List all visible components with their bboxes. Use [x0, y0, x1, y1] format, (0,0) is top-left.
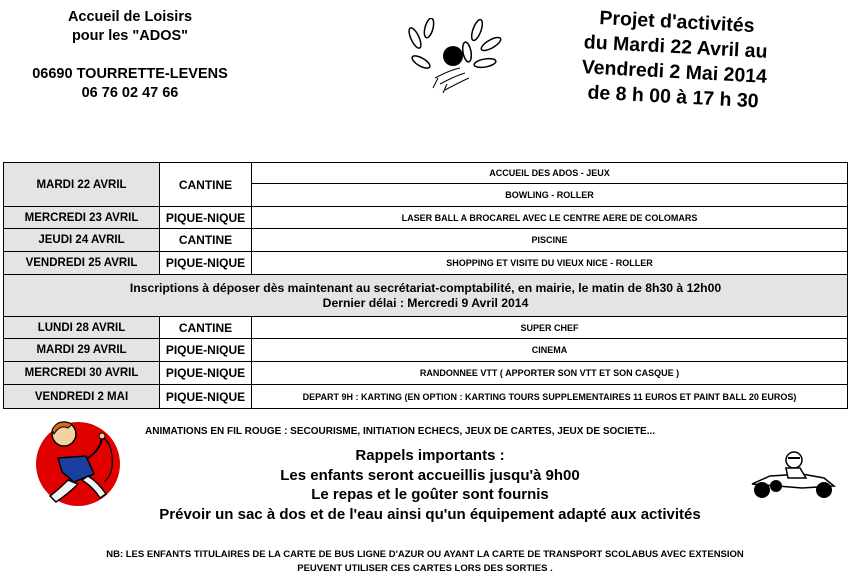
- schedule-table: [3, 162, 848, 409]
- activity-cell: CINEMA: [252, 339, 848, 362]
- meal-cell: CANTINE: [160, 163, 252, 207]
- notice-row: [4, 275, 848, 317]
- day-cell: VENDREDI 25 AVRIL: [4, 252, 160, 275]
- table-row: [4, 385, 848, 409]
- project-line-3: Vendredi 2 Mai 2014: [581, 56, 768, 88]
- phone: 06 76 02 47 66: [81, 85, 179, 101]
- activity-cell: SUPER CHEF: [252, 317, 848, 339]
- reminders-block: [150, 446, 710, 524]
- reminder-line-1: Les enfants seront accueillis jusqu'à 9h00: [280, 466, 580, 484]
- org-line-1: Accueil de Loisirs: [67, 9, 193, 25]
- org-line-2: pour les "ADOS": [71, 28, 189, 44]
- activity-cell: SHOPPING ET VISITE DU VIEUX NICE - ROLLER: [252, 252, 848, 275]
- activity-cell: LASER BALL A BROCAREL AVEC LE CENTRE AERE DE COLOMARS: [252, 207, 848, 229]
- day-cell: MARDI 29 AVRIL: [4, 339, 160, 362]
- day-cell: VENDREDI 2 MAI: [4, 385, 160, 409]
- meal-cell: PIQUE-NIQUE: [160, 207, 252, 229]
- animations-line: ANIMATIONS EN FIL ROUGE : SECOURISME, INITIATION ECHECS, JEUX DE CARTES, JEUX DE SOCIETE...: [145, 426, 656, 437]
- activity-cell: PISCINE: [252, 229, 848, 252]
- meal-cell: PIQUE-NIQUE: [160, 252, 252, 275]
- project-line-4: de 8 h 00 à 17 h 30: [586, 81, 760, 113]
- project-line-2: du Mardi 22 Avril au: [583, 31, 769, 63]
- nb-line-2: PEUVENT UTILISER CES CARTES LORS DES SORTIES .: [297, 563, 553, 574]
- table-row: [4, 339, 848, 362]
- nb-note: [20, 548, 830, 576]
- activity-cell: BOWLING - ROLLER: [252, 184, 848, 207]
- reminders-title: Rappels importants :: [355, 447, 505, 464]
- day-cell: LUNDI 28 AVRIL: [4, 317, 160, 339]
- activity-cell: DEPART 9H : KARTING (EN OPTION : KARTING TOURS SUPPLEMENTAIRES 11 EUROS ET PAINT BALL 20 EUROS): [252, 385, 848, 409]
- meal-cell: CANTINE: [160, 229, 252, 252]
- notice-line-2: Dernier délai : Mercredi 9 Avril 2014: [322, 295, 529, 310]
- bowling-illustration: [405, 18, 505, 98]
- day-cell: MERCREDI 23 AVRIL: [4, 207, 160, 229]
- activity-cell: ACCUEIL DES ADOS - JEUX: [252, 163, 848, 184]
- kart-illustration: [742, 446, 842, 502]
- project-line-1: Projet d'activités: [598, 7, 756, 38]
- table-row: [4, 252, 848, 275]
- person-illustration: [28, 412, 128, 512]
- activity-cell: RANDONNEE VTT ( APPORTER SON VTT ET SON CASQUE ): [252, 362, 848, 385]
- meal-cell: PIQUE-NIQUE: [160, 339, 252, 362]
- reminder-line-2: Le repas et le goûter sont fournis: [311, 486, 549, 503]
- project-title: [543, 3, 808, 116]
- notice-line-1: Inscriptions à déposer dès maintenant au secrétariat-comptabilité, en mairie, le matin de 8h30 à 12h00: [129, 280, 722, 295]
- contact-block: [20, 65, 240, 103]
- table-row: [4, 317, 848, 339]
- meal-cell: CANTINE: [160, 317, 252, 339]
- day-cell: MERCREDI 30 AVRIL: [4, 362, 160, 385]
- day-cell: JEUDI 24 AVRIL: [4, 229, 160, 252]
- address: 06690 TOURRETTE-LEVENS: [32, 66, 228, 82]
- table-row: [4, 362, 848, 385]
- table-row: [4, 163, 848, 184]
- nb-line-1: NB: LES ENFANTS TITULAIRES DE LA CARTE DE BUS LIGNE D'AZUR OU AYANT LA CARTE DE TRANSPORT SCOLABUS AVEC EXTENSION: [106, 549, 744, 560]
- meal-cell: PIQUE-NIQUE: [160, 385, 252, 409]
- registration-notice: [4, 275, 848, 317]
- meal-cell: PIQUE-NIQUE: [160, 362, 252, 385]
- organization-name: [40, 8, 220, 46]
- table-row: [4, 207, 848, 229]
- day-cell: MARDI 22 AVRIL: [4, 163, 160, 207]
- table-row: [4, 229, 848, 252]
- reminder-line-3: Prévoir un sac à dos et de l'eau ainsi qu'un équipement adapté aux activités: [159, 505, 701, 523]
